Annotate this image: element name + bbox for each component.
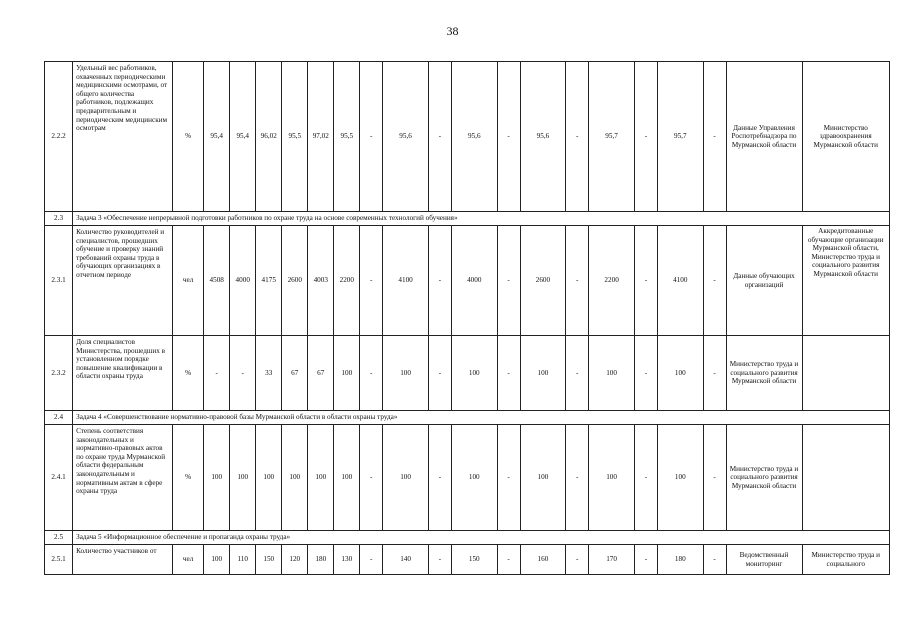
indicator-number: 2.5.1 bbox=[45, 545, 73, 575]
indicator-row bbox=[45, 545, 890, 575]
indicator-value: 150 bbox=[256, 545, 282, 575]
indicator-value: 2600 bbox=[282, 226, 308, 336]
indicator-value: 2200 bbox=[334, 226, 360, 336]
indicator-value: 95,6 bbox=[383, 62, 429, 212]
indicator-value: 120 bbox=[282, 545, 308, 575]
indicator-value: 4175 bbox=[256, 226, 282, 336]
indicator-description: Количество руководителей и специалистов, прошедших обучение и проверку знаний требований охраны труда в обучающих организациях в отчетном периоде bbox=[73, 226, 173, 336]
indicator-row bbox=[45, 336, 890, 411]
indicator-value: - bbox=[703, 226, 726, 336]
indicator-value: 95,6 bbox=[451, 62, 497, 212]
indicator-value: 100 bbox=[204, 425, 230, 531]
indicator-value: - bbox=[566, 545, 589, 575]
indicator-value: 180 bbox=[657, 545, 703, 575]
indicator-value: - bbox=[428, 226, 451, 336]
indicator-value: - bbox=[204, 336, 230, 411]
indicator-unit: % bbox=[172, 336, 203, 411]
indicator-value: 100 bbox=[308, 425, 334, 531]
indicator-number: 2.2.2 bbox=[45, 62, 73, 212]
responsible-body: Министерство труда и социального bbox=[802, 545, 890, 575]
data-source: Данные Управления Роспотребнадзора по Мурманской области bbox=[726, 62, 802, 212]
indicators-table bbox=[44, 61, 890, 575]
task-title: Задача 4 «Совершенствование нормативно-правовой базы Мурманской области в области охраны труда» bbox=[73, 411, 890, 425]
indicator-value: 100 bbox=[334, 336, 360, 411]
indicator-value: - bbox=[566, 425, 589, 531]
indicator-value: - bbox=[634, 62, 657, 212]
indicator-value: 150 bbox=[451, 545, 497, 575]
indicator-description: Удельный вес работников, охваченных периодическими медицинскими осмотрами, от общего количества работников, подлежащих предварительным и периодическим медицинским осмотрам bbox=[73, 62, 173, 212]
indicator-value: - bbox=[360, 545, 383, 575]
indicator-value: 95,5 bbox=[334, 62, 360, 212]
indicator-value: 97,02 bbox=[308, 62, 334, 212]
indicator-value: 100 bbox=[520, 425, 566, 531]
indicator-value: 100 bbox=[282, 425, 308, 531]
indicator-value: 180 bbox=[308, 545, 334, 575]
indicator-value: - bbox=[634, 545, 657, 575]
indicator-value: 95,5 bbox=[282, 62, 308, 212]
indicator-unit: % bbox=[172, 425, 203, 531]
indicator-value: 2200 bbox=[589, 226, 635, 336]
indicator-row bbox=[45, 425, 890, 531]
indicator-value: - bbox=[497, 226, 520, 336]
task-title: Задача 5 «Информационное обеспечение и пропаганда охраны труда» bbox=[73, 531, 890, 545]
task-row bbox=[45, 212, 890, 226]
indicator-unit: чел bbox=[172, 226, 203, 336]
indicator-value: - bbox=[566, 336, 589, 411]
indicator-unit: чел bbox=[172, 545, 203, 575]
indicator-value: 96,02 bbox=[256, 62, 282, 212]
responsible-body: Аккредитованные обучающие организации Мурманской области, Министерство труда и социального развития Мурманской области bbox=[802, 226, 890, 336]
indicator-value: 4000 bbox=[230, 226, 256, 336]
indicator-number: 2.3.1 bbox=[45, 226, 73, 336]
responsible-body: Министерство здравоохранения Мурманской области bbox=[802, 62, 890, 212]
indicator-value: - bbox=[703, 425, 726, 531]
indicator-value: 67 bbox=[282, 336, 308, 411]
responsible-body bbox=[802, 336, 890, 411]
indicator-row bbox=[45, 62, 890, 212]
indicator-value: - bbox=[428, 425, 451, 531]
indicator-value: - bbox=[634, 425, 657, 531]
indicator-value: 100 bbox=[230, 425, 256, 531]
indicator-value: 95,4 bbox=[230, 62, 256, 212]
indicator-value: 100 bbox=[256, 425, 282, 531]
data-source: Ведомственный мониторинг bbox=[726, 545, 802, 575]
indicator-value: 100 bbox=[451, 336, 497, 411]
data-source: Министерство труда и социального развития Мурманской области bbox=[726, 425, 802, 531]
indicator-value: - bbox=[360, 425, 383, 531]
indicator-value: 100 bbox=[657, 336, 703, 411]
indicator-value: - bbox=[497, 545, 520, 575]
indicator-value: - bbox=[428, 336, 451, 411]
indicator-value: 95,6 bbox=[520, 62, 566, 212]
data-source: Данные обучающих организаций bbox=[726, 226, 802, 336]
indicator-value: 4003 bbox=[308, 226, 334, 336]
indicator-row bbox=[45, 226, 890, 336]
indicator-value: - bbox=[703, 336, 726, 411]
indicator-value: 95,7 bbox=[589, 62, 635, 212]
indicator-value: 110 bbox=[230, 545, 256, 575]
indicator-description: Количество участников от bbox=[73, 545, 173, 575]
indicator-value: 4100 bbox=[383, 226, 429, 336]
indicator-value: 100 bbox=[451, 425, 497, 531]
task-title: Задача 3 «Обеспечение непрерывной подготовки работников по охране труда на основе современных технологий обучения» bbox=[73, 212, 890, 226]
indicator-number: 2.4.1 bbox=[45, 425, 73, 531]
indicator-value: - bbox=[634, 336, 657, 411]
indicator-value: - bbox=[497, 336, 520, 411]
responsible-body bbox=[802, 425, 890, 531]
indicator-value: - bbox=[566, 226, 589, 336]
indicator-value: 100 bbox=[589, 425, 635, 531]
indicator-value: 140 bbox=[383, 545, 429, 575]
indicator-value: 95,7 bbox=[657, 62, 703, 212]
indicator-value: - bbox=[230, 336, 256, 411]
indicator-value: 100 bbox=[204, 545, 230, 575]
indicator-value: 130 bbox=[334, 545, 360, 575]
indicator-value: - bbox=[428, 545, 451, 575]
indicator-value: - bbox=[634, 226, 657, 336]
indicator-number: 2.3.2 bbox=[45, 336, 73, 411]
indicator-value: - bbox=[497, 425, 520, 531]
indicator-value: 170 bbox=[589, 545, 635, 575]
indicator-value: 4508 bbox=[204, 226, 230, 336]
task-number: 2.5 bbox=[45, 531, 73, 545]
indicator-value: 100 bbox=[383, 336, 429, 411]
indicator-value: 4100 bbox=[657, 226, 703, 336]
indicator-value: 100 bbox=[657, 425, 703, 531]
indicator-description: Доля специалистов Министерства, прошедших в установленном порядке повышение квалификации в области охраны труда bbox=[73, 336, 173, 411]
indicator-value: 160 bbox=[520, 545, 566, 575]
indicator-value: - bbox=[360, 336, 383, 411]
indicator-value: 4000 bbox=[451, 226, 497, 336]
task-number: 2.3 bbox=[45, 212, 73, 226]
indicator-value: - bbox=[360, 62, 383, 212]
indicator-value: 100 bbox=[589, 336, 635, 411]
indicator-value: - bbox=[497, 62, 520, 212]
indicator-description: Степень соответствия законодательных и нормативно-правовых актов по охране труда Мурманской области федеральным законодательным и нормативным актам в сфере охраны труда bbox=[73, 425, 173, 531]
indicator-value: - bbox=[360, 226, 383, 336]
indicator-value: - bbox=[428, 62, 451, 212]
indicator-value: - bbox=[566, 62, 589, 212]
indicator-value: 100 bbox=[334, 425, 360, 531]
data-source: Министерство труда и социального развития Мурманской области bbox=[726, 336, 802, 411]
indicator-value: 100 bbox=[383, 425, 429, 531]
page-number: 38 bbox=[446, 24, 459, 38]
task-row bbox=[45, 411, 890, 425]
indicator-value: 67 bbox=[308, 336, 334, 411]
indicator-value: 2600 bbox=[520, 226, 566, 336]
task-row bbox=[45, 531, 890, 545]
task-number: 2.4 bbox=[45, 411, 73, 425]
indicator-value: 100 bbox=[520, 336, 566, 411]
indicator-value: - bbox=[703, 545, 726, 575]
indicator-unit: % bbox=[172, 62, 203, 212]
indicator-value: 33 bbox=[256, 336, 282, 411]
indicator-value: 95,4 bbox=[204, 62, 230, 212]
indicator-value: - bbox=[703, 62, 726, 212]
